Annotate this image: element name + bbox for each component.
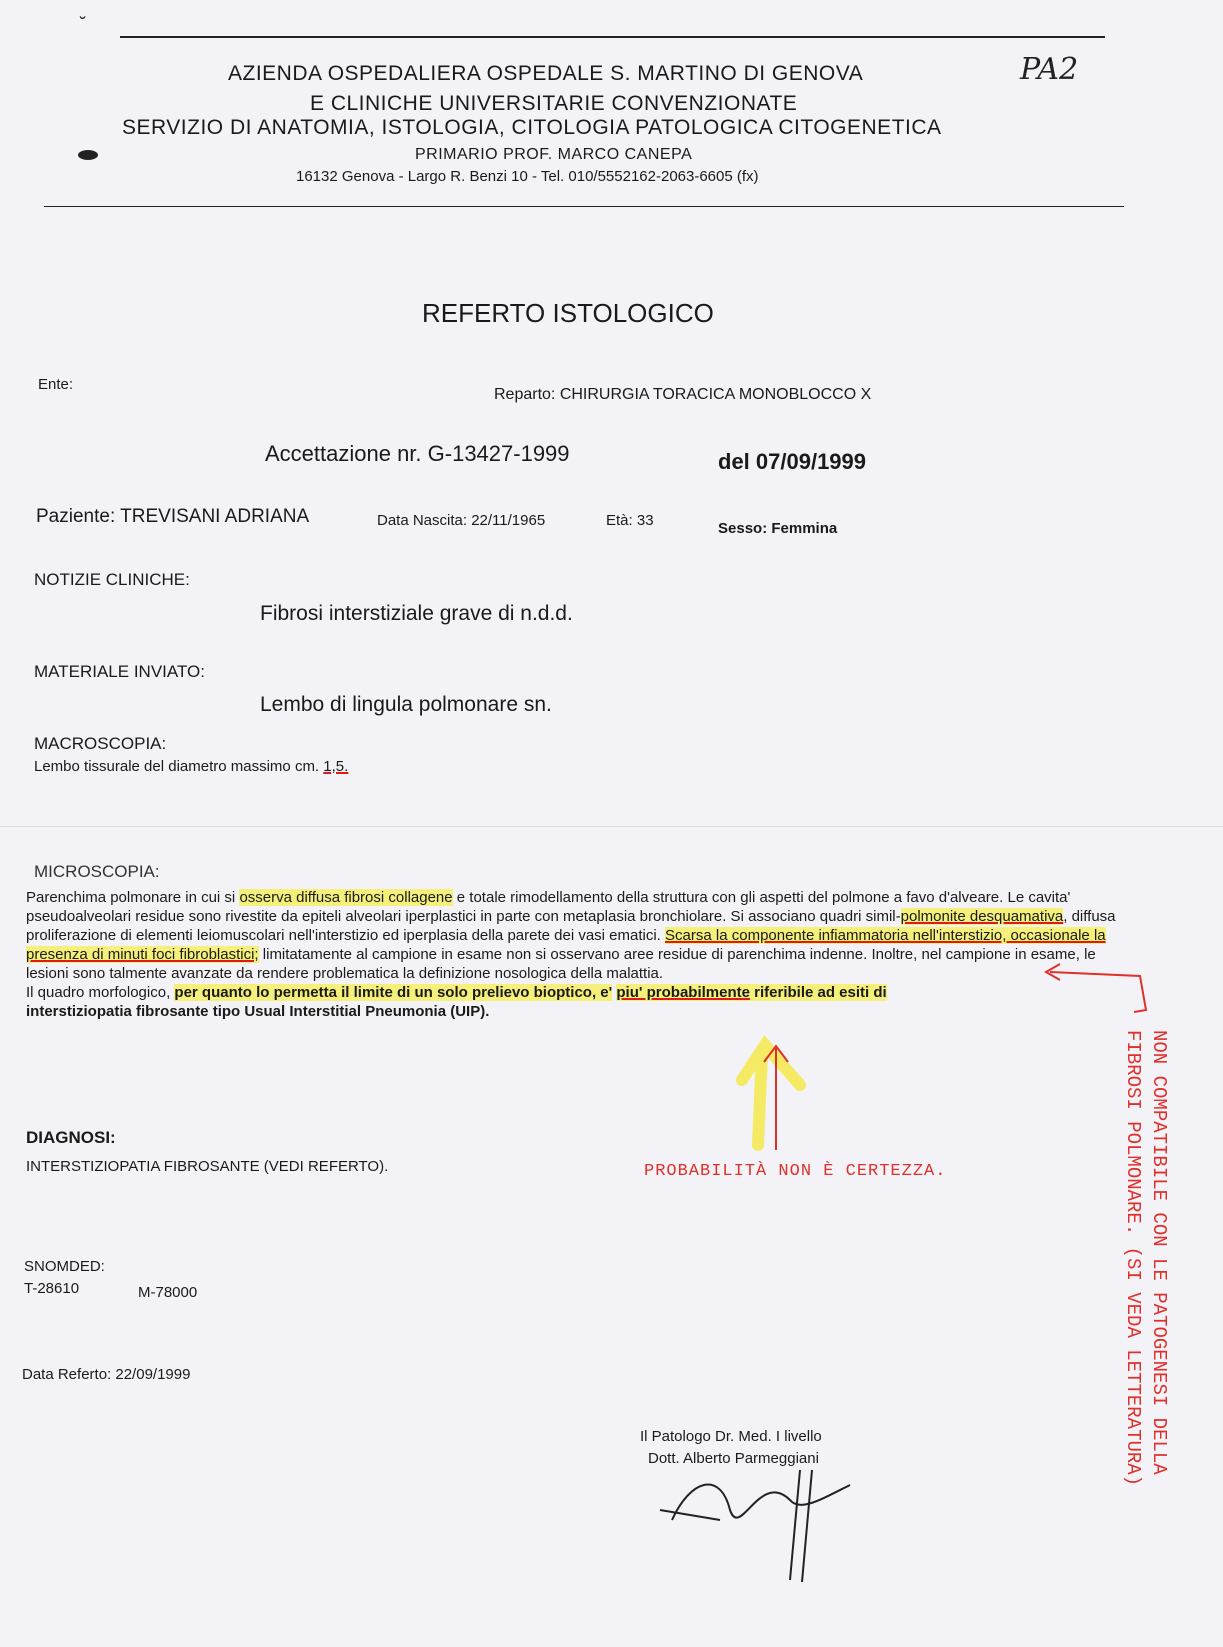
signature-title: Il Patologo Dr. Med. I livello bbox=[640, 1428, 822, 1445]
patient-birth: Data Nascita: 22/11/1965 bbox=[377, 512, 546, 529]
hospital-address: 16132 Genova - Largo R. Benzi 10 - Tel. 010/5552162-2063-6605 (fx) bbox=[296, 168, 759, 185]
reparto: Reparto: CHIRURGIA TORACICA MONOBLOCCO X bbox=[494, 386, 872, 403]
materiale-label: MATERIALE INVIATO: bbox=[34, 662, 205, 681]
patient-name: Paziente: TREVISANI ADRIANA bbox=[36, 506, 310, 527]
macroscopia-label: MACROSCOPIA: bbox=[34, 734, 167, 753]
annotation-vertical-line2: FIBROSI POLMONARE. (SI VEDA LETTERATURA) bbox=[1122, 1030, 1144, 1487]
snomed-label: SNOMDED: bbox=[24, 1258, 105, 1275]
micro-s6: Il quadro morfologico, bbox=[26, 984, 175, 1001]
service-name: SERVIZIO DI ANATOMIA, ISTOLOGIA, CITOLOGIA PATOLOGICA CITOGENETICA bbox=[122, 116, 942, 139]
signature-scribble bbox=[660, 1470, 850, 1582]
snomed-m: M-78000 bbox=[138, 1284, 198, 1301]
ente-label: Ente: bbox=[38, 376, 74, 393]
hospital-affiliation: E CLINICHE UNIVERSITARIE CONVENZIONATE bbox=[310, 92, 798, 115]
patient-age: Età: 33 bbox=[606, 512, 654, 529]
page-mark: PA2 bbox=[1020, 52, 1079, 87]
micro-highlight-5: piu' probabilmente bbox=[616, 984, 750, 1001]
annotation-vertical-line1: NON COMPATIBILE CON LE PATOGENESI DELLA bbox=[1148, 1030, 1170, 1475]
top-mark: ˘ bbox=[80, 14, 86, 34]
micro-highlight-1: osserva diffusa fibrosi collagene bbox=[239, 889, 453, 906]
micro-highlight-2: polmonite desquamativa bbox=[900, 908, 1064, 925]
microscopia-label: MICROSCOPIA: bbox=[34, 862, 160, 881]
diagnosi-label: DIAGNOSI: bbox=[26, 1128, 116, 1147]
materiale-text: Lembo di lingula polmonare sn. bbox=[260, 693, 552, 716]
red-bracket bbox=[1050, 972, 1146, 1012]
notizie-text: Fibrosi interstiziale grave di n.d.d. bbox=[260, 602, 573, 625]
notizie-label: NOTIZIE CLINICHE: bbox=[34, 570, 190, 589]
diagnosi-text: INTERSTIZIOPATIA FIBROSANTE (VEDI REFERTO). bbox=[26, 1158, 389, 1175]
accettazione-number: Accettazione nr. G-13427-1999 bbox=[265, 441, 570, 466]
micro-highlight-6: riferibile ad esiti di bbox=[749, 984, 887, 1001]
patient-sex: Sesso: Femmina bbox=[718, 520, 838, 537]
micro-s10: interstiziopatia fibrosante tipo Usual Interstitial Pneumonia (UIP). bbox=[26, 1003, 490, 1020]
micro-s3: , diffusa proliferazione di elementi leiomuscolari nell'interstizio ed iperplasia della parete dei vasi ematici. bbox=[26, 908, 1116, 944]
snomed-t: T-28610 bbox=[24, 1280, 80, 1297]
accettazione-date: del 07/09/1999 bbox=[718, 449, 867, 474]
signature-name: Dott. Alberto Parmeggiani bbox=[648, 1450, 819, 1467]
data-referto: Data Referto: 22/09/1999 bbox=[22, 1366, 191, 1383]
report-title: REFERTO ISTOLOGICO bbox=[422, 298, 714, 328]
micro-highlight-3: Scarsa la componente infiammatoria nell'interstizio, occasionale la presenza di minuti foci fibroblastici; bbox=[26, 927, 1106, 963]
micro-s5: limitatamente al campione in esame non si osservano aree residue di parenchima indenne. Inoltre, nel campione in esame, le lesioni sono talmente avanzate da rendere problematica la definizione nosologica della malattia. bbox=[26, 946, 1096, 982]
micro-s1c: e totale rimodellamento della struttura con gli aspetti del polmone a favo d'alveare. Le cavita' pseudoalveolari residue sono rivestite da epiteli alveolari iperplastici in parte con metaplasia bronchiolare. Si associano quadri simil- bbox=[26, 889, 1071, 925]
micro-highlight-4: per quanto lo permetta il limite di un solo prelievo bioptico, e' bbox=[174, 984, 613, 1001]
hospital-name: AZIENDA OSPEDALIERA OSPEDALE S. MARTINO DI GENOVA bbox=[228, 62, 864, 85]
macroscopia-desc: Lembo tissurale del diametro massimo cm. bbox=[34, 758, 320, 775]
annotation-probabilita: PROBABILITÀ NON È CERTEZZA. bbox=[644, 1162, 947, 1181]
yellow-arrow bbox=[742, 1045, 800, 1145]
primario: PRIMARIO PROF. MARCO CANEPA bbox=[415, 146, 693, 163]
micro-s1a: Parenchima polmonare in cui si bbox=[26, 889, 240, 906]
macroscopia-value: 1,5. bbox=[323, 758, 349, 775]
